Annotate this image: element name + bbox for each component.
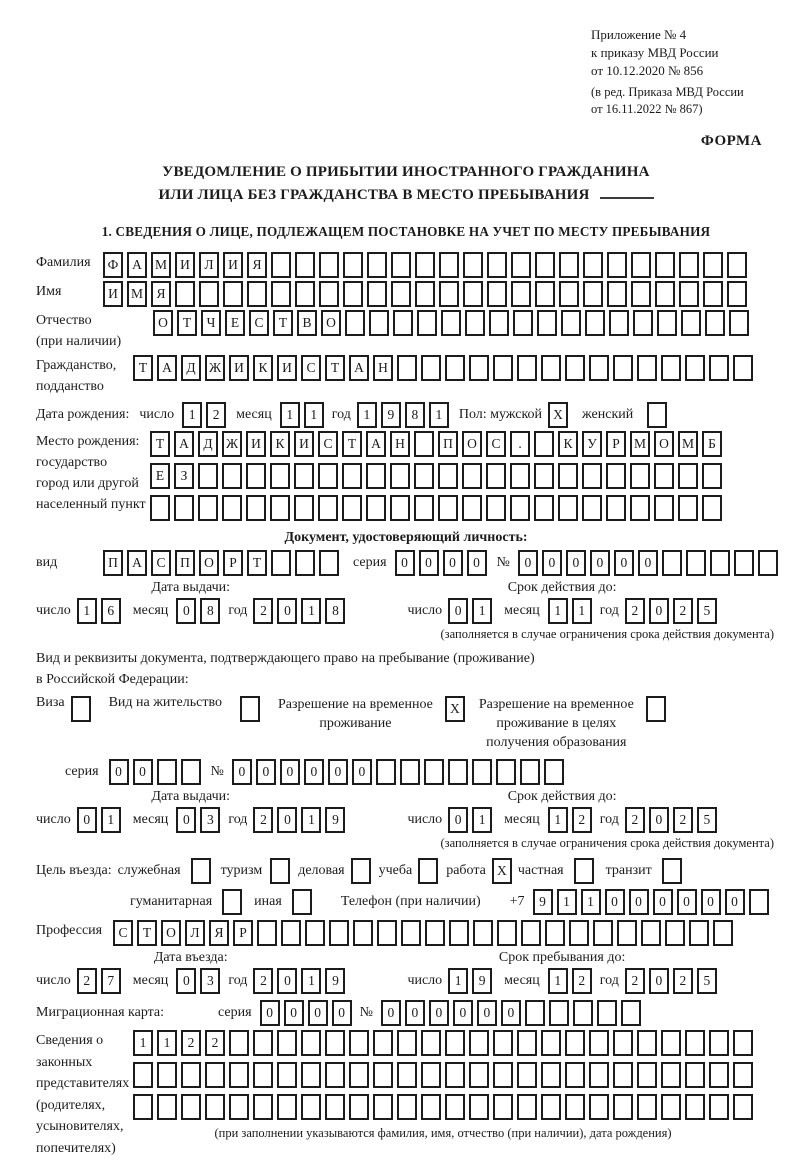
identity-doc-heading: Документ, удостоверяющий личность: bbox=[284, 530, 528, 545]
title-blank-line bbox=[600, 197, 654, 199]
patronymic-boxes[interactable]: О Т Ч Е С Т В О bbox=[153, 310, 749, 336]
citizenship-boxes[interactable]: Т А Д Ж И К И С Т А Н bbox=[133, 355, 753, 381]
surname-boxes[interactable]: Ф А М И Л И Я bbox=[103, 252, 747, 278]
patronymic-label-line2: (при наличии) bbox=[36, 334, 122, 349]
birth-place-row2-boxes[interactable]: Е З bbox=[150, 463, 722, 489]
residence-valid-month-boxes[interactable]: 1 2 bbox=[548, 807, 592, 833]
stay-year-boxes[interactable]: 2 0 2 5 bbox=[625, 968, 717, 994]
identity-doc-valid-group bbox=[407, 579, 716, 624]
residence-permit-checkbox[interactable] bbox=[240, 696, 260, 722]
entry-stay-dates bbox=[36, 949, 776, 994]
birth-day-label: число bbox=[139, 407, 175, 422]
purpose-study-label: учеба bbox=[378, 863, 413, 878]
purpose-transit-checkbox[interactable] bbox=[662, 858, 682, 884]
field-patronymic bbox=[36, 310, 776, 352]
edu-residence-permit-option bbox=[479, 695, 666, 752]
identity-issue-month-boxes[interactable]: 0 8 bbox=[176, 598, 220, 624]
stay-day-boxes[interactable]: 1 9 bbox=[448, 968, 492, 994]
field-entry-purpose-row2 bbox=[36, 889, 776, 915]
field-entry-purpose bbox=[36, 858, 776, 884]
residence-doc-series-boxes[interactable]: 0 0 bbox=[109, 759, 201, 785]
profession-label: Профессия bbox=[36, 923, 103, 938]
birth-place-label-line2: государство bbox=[36, 455, 108, 470]
identity-doc-issue-title: Дата выдачи: bbox=[151, 580, 231, 595]
identity-doc-note: (заполняется в случае ограничения срока действия документа) bbox=[440, 627, 774, 641]
representatives-row2-boxes[interactable] bbox=[133, 1062, 753, 1088]
migration-card-series-label: серия bbox=[218, 1005, 252, 1020]
field-profession bbox=[36, 920, 776, 946]
residence-valid-year-boxes[interactable]: 2 0 2 5 bbox=[625, 807, 717, 833]
identity-doc-valid-title: Срок действия до: bbox=[507, 580, 617, 595]
visa-option bbox=[36, 695, 91, 722]
issue-year-label: год bbox=[228, 812, 248, 827]
field-identity-doc bbox=[36, 550, 776, 576]
profession-boxes[interactable]: С Т О Л Я Р bbox=[113, 920, 733, 946]
sex-female-label: женский bbox=[582, 407, 634, 422]
valid-month-label: месяц bbox=[504, 812, 540, 827]
entry-day-boxes[interactable]: 2 7 bbox=[77, 968, 121, 994]
residence-doc-intro-line1: Вид и реквизиты документа, подтверждающего право на пребывание (проживание) bbox=[36, 651, 535, 666]
field-migration-card bbox=[36, 1000, 776, 1026]
residence-doc-dates bbox=[36, 788, 776, 833]
stay-month-boxes[interactable]: 1 2 bbox=[548, 968, 592, 994]
migration-card-number-boxes[interactable]: 0 0 0 0 0 0 bbox=[381, 1000, 641, 1026]
patronymic-label-line1: Отчество bbox=[36, 313, 92, 328]
residence-doc-number-boxes[interactable]: 0 0 0 0 0 0 bbox=[232, 759, 564, 785]
purpose-business-checkbox[interactable] bbox=[351, 858, 371, 884]
residence-issue-year-boxes[interactable]: 2 0 1 9 bbox=[253, 807, 345, 833]
purpose-private-checkbox[interactable] bbox=[574, 858, 594, 884]
identity-issue-year-boxes[interactable]: 2 0 1 8 bbox=[253, 598, 345, 624]
entry-purpose-label: Цель въезда: bbox=[36, 863, 112, 878]
surname-label: Фамилия bbox=[36, 255, 91, 270]
birth-place-label-line4: населенный пункт bbox=[36, 497, 146, 512]
law-ref-line: Приложение № 4 bbox=[591, 27, 687, 42]
birth-place-label bbox=[36, 431, 150, 515]
edu-residence-permit-label: Разрешение на временное проживание в целях получения образования bbox=[478, 697, 634, 750]
stay-year-label: год bbox=[599, 973, 619, 988]
residence-permit-label: Вид на жительство bbox=[108, 695, 222, 710]
temp-residence-permit-label: Разрешение на временное проживание bbox=[277, 697, 433, 731]
birth-day-boxes[interactable]: 1 2 bbox=[182, 402, 226, 428]
identity-valid-day-boxes[interactable]: 0 1 bbox=[448, 598, 492, 624]
entry-month-label: месяц bbox=[132, 973, 169, 988]
legal-representatives-label: Сведения о законных представителях (родителях, усыновителях, попечителях) bbox=[36, 1033, 130, 1156]
migration-card-series-boxes[interactable]: 0 0 0 0 bbox=[260, 1000, 352, 1026]
purpose-private-label: частная bbox=[517, 863, 564, 878]
entry-month-boxes[interactable]: 0 3 bbox=[176, 968, 220, 994]
citizenship-label bbox=[36, 355, 133, 397]
purpose-official-checkbox[interactable] bbox=[191, 858, 211, 884]
visa-checkbox[interactable] bbox=[71, 696, 91, 722]
identity-valid-year-boxes[interactable]: 2 0 2 5 bbox=[625, 598, 717, 624]
form-title-line2: ИЛИ ЛИЦА БЕЗ ГРАЖДАНСТВА В МЕСТО ПРЕБЫВАНИЯ bbox=[158, 187, 590, 203]
purpose-tourism-label: туризм bbox=[220, 863, 263, 878]
section1-heading: 1. СВЕДЕНИЯ О ЛИЦЕ, ПОДЛЕЖАЩЕМ ПОСТАНОВКЕ НА УЧЕТ ПО МЕСТУ ПРЕБЫВАНИЯ bbox=[101, 224, 711, 239]
given-name-boxes[interactable]: И М Я bbox=[103, 281, 747, 307]
patronymic-label bbox=[36, 310, 153, 352]
identity-doc-number-label: № bbox=[496, 555, 510, 570]
sex-male-label: Пол: мужской bbox=[458, 407, 543, 422]
residence-doc-series-label: серия bbox=[65, 764, 99, 779]
issue-day-label: число bbox=[36, 603, 71, 618]
stay-month-label: месяц bbox=[504, 973, 540, 988]
sex-female-checkbox[interactable] bbox=[647, 402, 667, 428]
identity-doc-number-boxes[interactable]: 0 0 0 0 0 0 bbox=[518, 550, 778, 576]
purpose-study-checkbox[interactable] bbox=[418, 858, 438, 884]
stay-until-group bbox=[407, 949, 716, 994]
phone-prefix: +7 bbox=[509, 894, 525, 909]
birth-date-label: Дата рождения: bbox=[36, 407, 130, 422]
migration-card-label: Миграционная карта: bbox=[36, 1005, 165, 1020]
temp-residence-permit-option bbox=[278, 695, 465, 733]
residence-doc-valid-title: Срок действия до: bbox=[507, 789, 617, 804]
field-citizenship bbox=[36, 355, 776, 397]
form-title bbox=[36, 161, 776, 207]
birth-place-label-line3: город или другой bbox=[36, 476, 139, 491]
residence-valid-day-boxes[interactable]: 0 1 bbox=[448, 807, 492, 833]
temp-residence-permit-checkbox[interactable]: X bbox=[445, 696, 465, 722]
phone-boxes[interactable]: 9 1 1 0 0 0 0 0 0 bbox=[533, 889, 769, 915]
identity-issue-day-boxes[interactable]: 1 6 bbox=[77, 598, 121, 624]
valid-year-label: год bbox=[599, 812, 619, 827]
purpose-tourism-checkbox[interactable] bbox=[270, 858, 290, 884]
representatives-row3-boxes[interactable] bbox=[133, 1094, 753, 1120]
entry-year-boxes[interactable]: 2 0 1 9 bbox=[253, 968, 345, 994]
purpose-business-label: деловая bbox=[298, 863, 345, 878]
valid-day-label: число bbox=[407, 603, 443, 618]
issue-month-label: месяц bbox=[132, 812, 169, 827]
form-label: ФОРМА bbox=[700, 133, 762, 149]
birth-year-label: год bbox=[331, 407, 351, 422]
residence-doc-note: (заполняется в случае ограничения срока действия документа) bbox=[440, 836, 774, 850]
residence-doc-number-label: № bbox=[210, 764, 224, 779]
birth-month-boxes[interactable]: 1 1 bbox=[280, 402, 324, 428]
birth-place-label-line1: Место рождения: bbox=[36, 434, 140, 449]
citizenship-label-line2: подданство bbox=[36, 379, 104, 394]
citizenship-label-line1: Гражданство, bbox=[36, 358, 117, 373]
law-reference bbox=[591, 26, 776, 118]
issue-month-label: месяц bbox=[132, 603, 169, 618]
identity-doc-series-boxes[interactable]: 0 0 0 0 bbox=[395, 550, 487, 576]
field-legal-representatives bbox=[36, 1030, 776, 1159]
purpose-transit-label: транзит bbox=[605, 863, 652, 878]
issue-year-label: год bbox=[228, 603, 248, 618]
birth-place-row1-boxes[interactable]: Т А Д Ж И К И С Т А Н П О С . К У Р М О М Б bbox=[150, 431, 722, 457]
stay-until-title: Срок пребывания до: bbox=[498, 950, 626, 965]
field-given-name bbox=[36, 281, 776, 307]
valid-month-label: месяц bbox=[504, 603, 540, 618]
valid-year-label: год bbox=[599, 603, 619, 618]
entry-day-label: число bbox=[36, 973, 71, 988]
residence-doc-issue-title: Дата выдачи: bbox=[151, 789, 231, 804]
residence-doc-intro-line2: в Российской Федерации: bbox=[36, 672, 189, 687]
residence-doc-intro bbox=[36, 648, 776, 690]
identity-valid-month-boxes[interactable]: 1 1 bbox=[548, 598, 592, 624]
law-amend-line: от 16.11.2022 № 867) bbox=[591, 102, 703, 116]
purpose-official-label: служебная bbox=[117, 863, 181, 878]
purpose-work-checkbox[interactable]: X bbox=[492, 858, 512, 884]
entry-date-title: Дата въезда: bbox=[153, 950, 228, 965]
identity-doc-issue-group bbox=[36, 579, 345, 624]
identity-doc-dates bbox=[36, 579, 776, 624]
entry-date-group bbox=[36, 949, 345, 994]
residence-issue-day-boxes[interactable]: 0 1 bbox=[77, 807, 121, 833]
entry-year-label: год bbox=[228, 973, 248, 988]
residence-permit-option bbox=[109, 695, 260, 722]
purpose-humanitarian-checkbox[interactable] bbox=[222, 889, 242, 915]
form-title-line1: УВЕДОМЛЕНИЕ О ПРИБЫТИИ ИНОСТРАННОГО ГРАЖДАНИНА bbox=[162, 164, 650, 180]
field-birth-date bbox=[36, 402, 776, 428]
identity-doc-type-boxes[interactable]: П А С П О Р Т bbox=[103, 550, 339, 576]
field-surname bbox=[36, 252, 776, 278]
birth-year-boxes[interactable]: 1 9 8 1 bbox=[357, 402, 449, 428]
law-amend-line: (в ред. Приказа МВД России bbox=[591, 85, 744, 99]
representatives-row1-boxes[interactable]: 1 1 2 2 bbox=[133, 1030, 753, 1056]
purpose-work-label: работа bbox=[446, 863, 486, 878]
law-ref-line: к приказу МВД России bbox=[591, 45, 719, 60]
purpose-humanitarian-label: гуманитарная bbox=[130, 894, 213, 909]
issue-day-label: число bbox=[36, 812, 71, 827]
migration-card-number-label: № bbox=[359, 1005, 373, 1020]
field-residence-doc-series bbox=[36, 759, 776, 785]
residence-doc-issue-group bbox=[36, 788, 345, 833]
purpose-other-checkbox[interactable] bbox=[292, 889, 312, 915]
birth-place-row3-boxes[interactable] bbox=[150, 495, 722, 521]
field-birth-place bbox=[36, 431, 776, 527]
residence-doc-types bbox=[36, 695, 776, 752]
edu-residence-permit-checkbox[interactable] bbox=[646, 696, 666, 722]
phone-label: Телефон (при наличии) bbox=[340, 894, 481, 909]
visa-label: Виза bbox=[36, 695, 65, 710]
residence-doc-valid-group bbox=[407, 788, 716, 833]
law-ref-line: от 10.12.2020 № 856 bbox=[591, 63, 704, 78]
identity-doc-series-label: серия bbox=[353, 555, 387, 570]
given-name-label: Имя bbox=[36, 284, 62, 299]
valid-day-label: число bbox=[407, 812, 443, 827]
sex-male-checkbox[interactable]: X bbox=[548, 402, 568, 428]
residence-issue-month-boxes[interactable]: 0 3 bbox=[176, 807, 220, 833]
stay-day-label: число bbox=[407, 973, 443, 988]
birth-month-label: месяц bbox=[236, 407, 272, 422]
purpose-other-label: иная bbox=[254, 894, 282, 909]
representatives-note: (при заполнении указываются фамилия, имя, отчество (при наличии), дата рождения) bbox=[214, 1126, 672, 1140]
identity-doc-type-label: вид bbox=[36, 555, 58, 570]
